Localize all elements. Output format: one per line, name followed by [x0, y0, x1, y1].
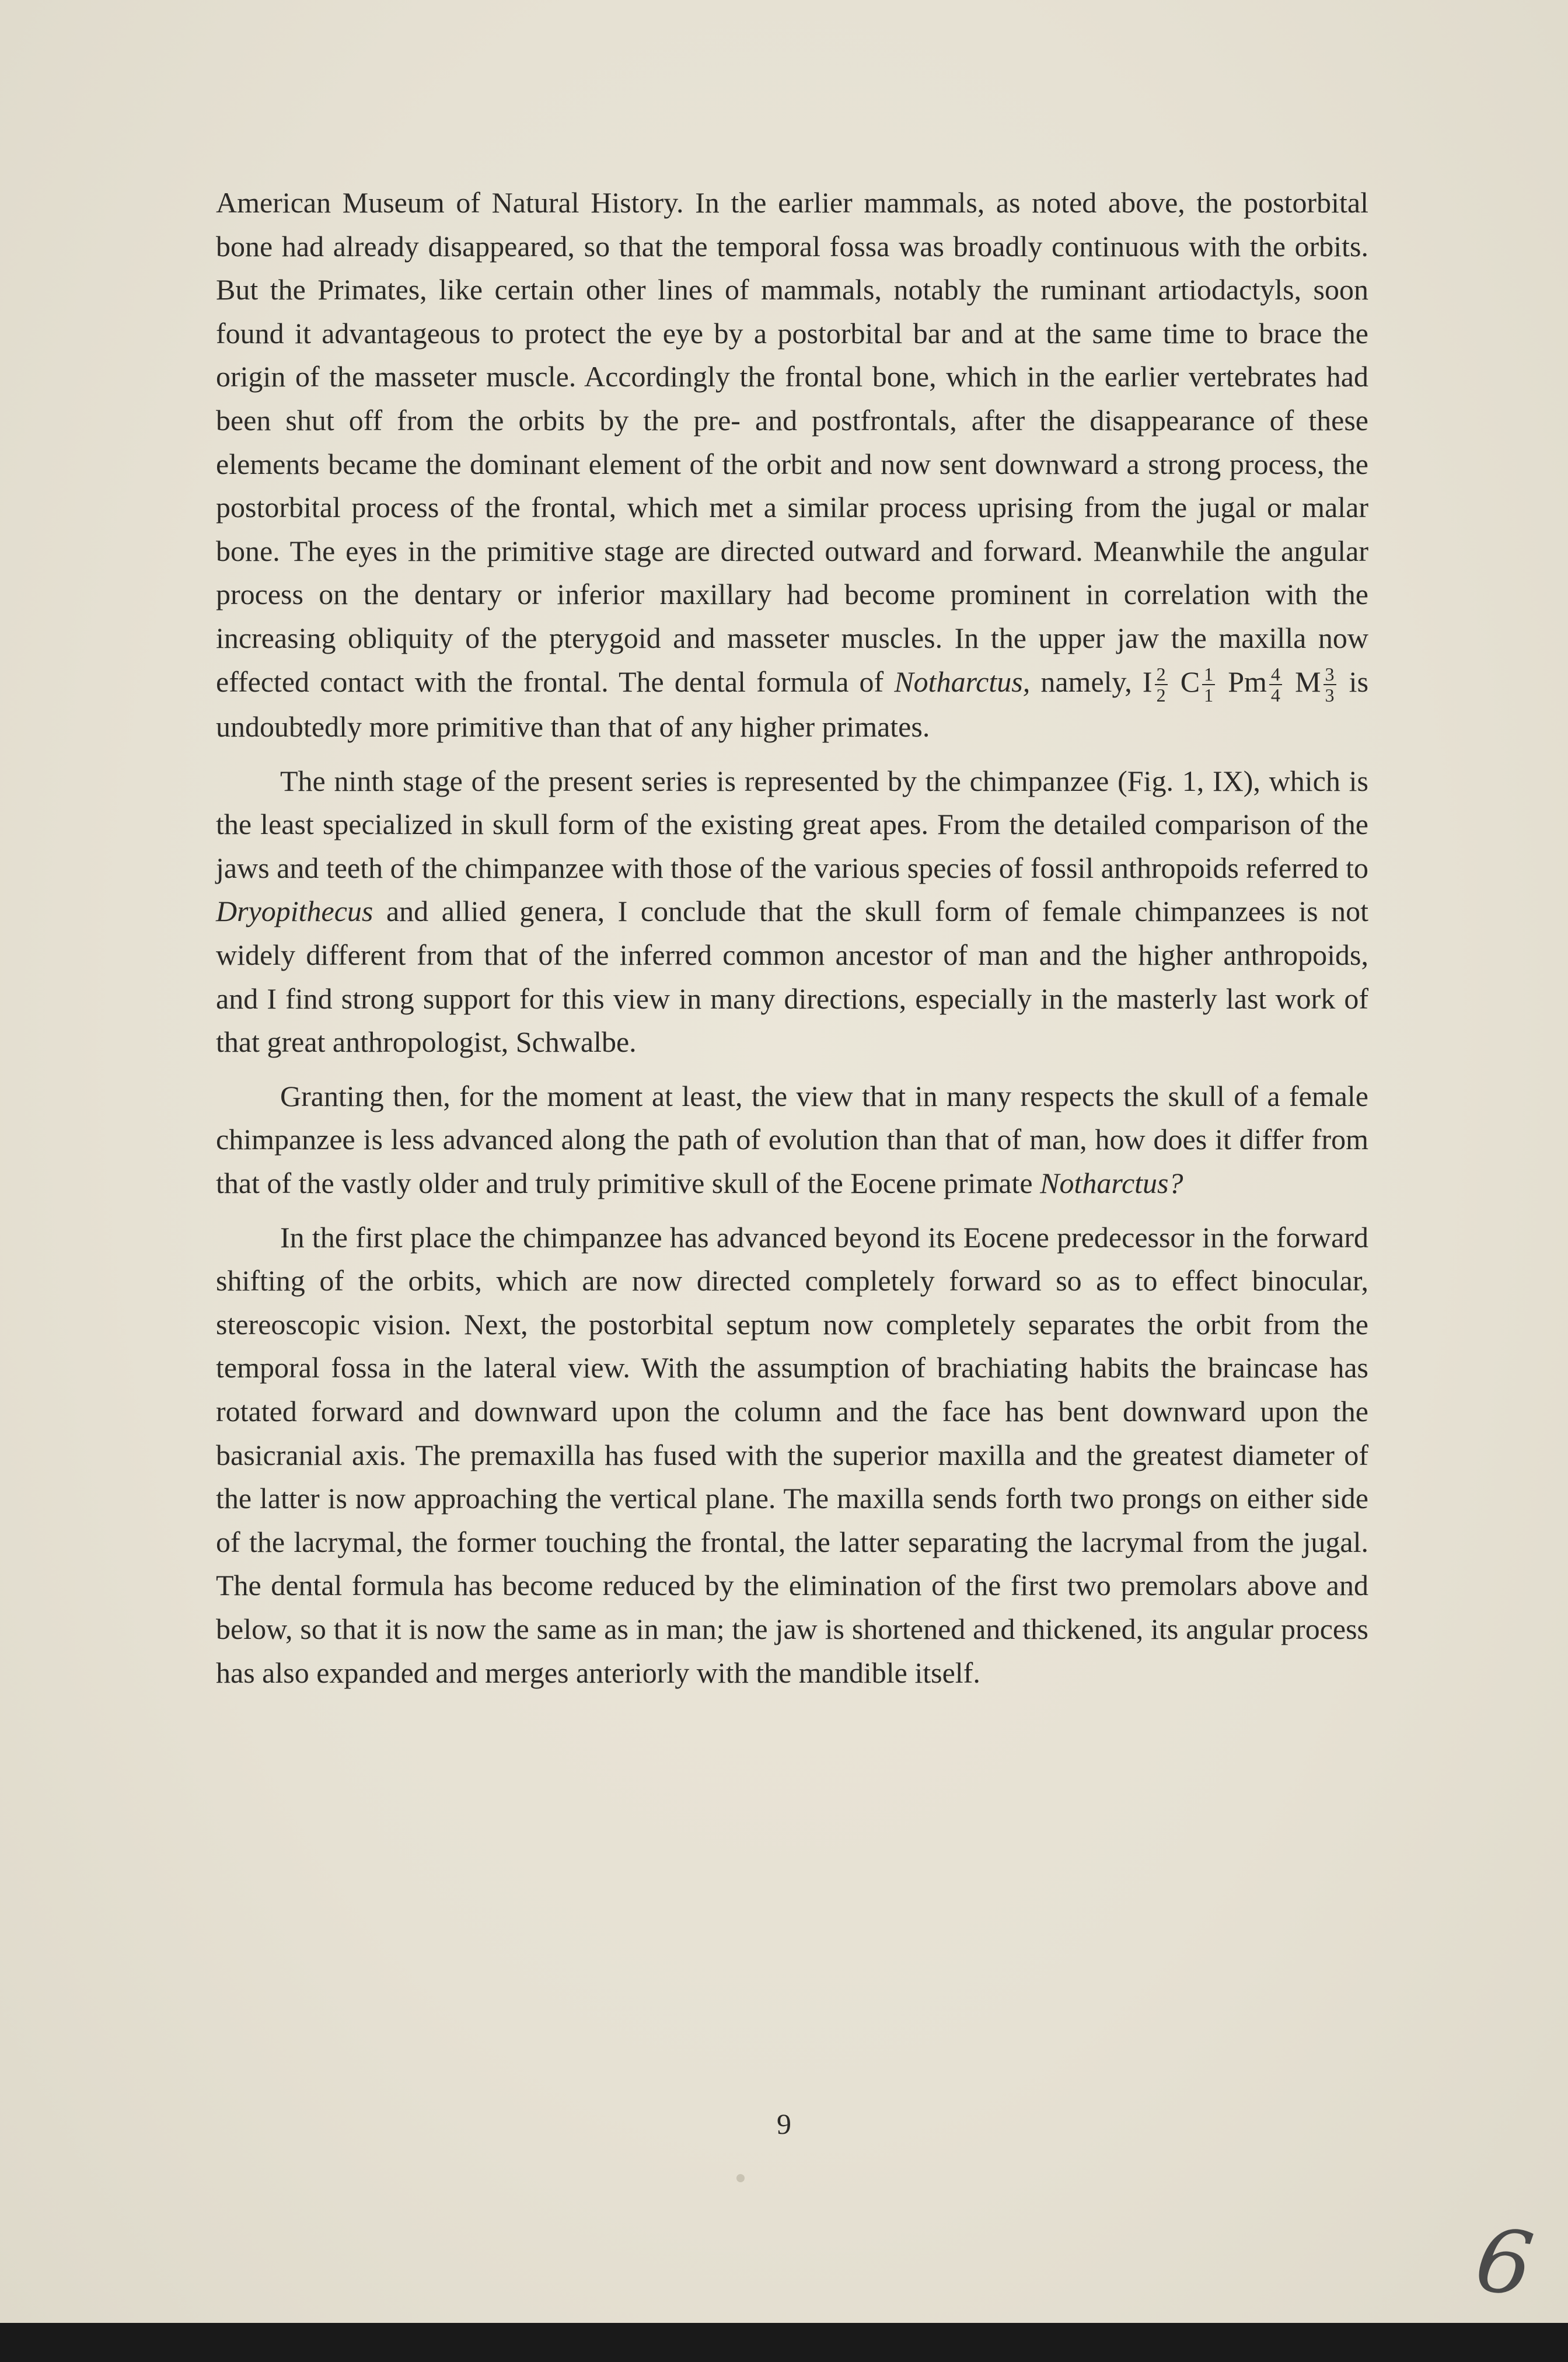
genus-dryopithecus: Dryopithecus — [216, 895, 373, 928]
formula-namely: namely, — [1040, 665, 1132, 698]
genus-notharctus: Notharctus, — [894, 665, 1031, 698]
paragraph-1 — [216, 181, 1368, 749]
paragraph-1-text: American Museum of Natural History. In the earlier mammals, as noted above, the postorbital bone had already disappeared, so that the temporal fossa was broadly continuous with the orbits. But the Primates, like certain other lines of mammals, notably the ruminant artiodactyls, soon found it advantageous to protect the eye by a postorbital bar and at the same time to brace the origin of the masseter muscle. Accordingly the frontal bone, which in the earlier vertebrates had been shut off from the orbits by the pre- and postfrontals, after the disappearance of these elements became the dominant element of the orbit and now sent downward a strong process, the postorbital process of the frontal, which met a similar process uprising from the jugal or malar bone. The eyes in the primitive stage are directed outward and forward. Meanwhile the angular process on the dentary or inferior maxillary had become prominent in correlation with the increasing obliquity of the pterygoid and masseter muscles. In the upper jaw the maxilla now effected contact with the frontal. The dental formula of — [216, 186, 1368, 698]
paper-speck — [736, 2174, 745, 2182]
paragraph-2-text: The ninth stage of the present series is represented by the chimpanzee (Fig. 1, IX), which is the least specialized in skull form of the existing great apes. From the detailed comparison of the jaws and teeth of the chimpanzee with those of the various species of fossil anthropoids referred to — [216, 764, 1368, 884]
dental-formula-line — [1040, 664, 1349, 706]
formula-molar: M $\frac{3}{3}$ — [1295, 665, 1338, 698]
handwritten-page-mark: 6 — [1469, 2209, 1539, 2317]
paragraph-2 — [216, 759, 1368, 1064]
paragraph-2-end: and allied genera, I conclude that the skull form of female chimpanzees is not widely different from that of the inferred common ancestor of man and the higher anthropoids, and I find strong support for this view in many directions, especially in the masterly last work of that great anthropologist, Schwalbe. — [216, 895, 1368, 1059]
scan-bottom-edge — [0, 2323, 1568, 2362]
paragraph-3 — [216, 1074, 1368, 1205]
genus-notharctus-question: Notharctus? — [1040, 1167, 1183, 1199]
body-text — [216, 181, 1368, 1694]
formula-incisor: I $\frac{2}{2}$ — [1143, 665, 1170, 698]
paragraph-1-end: is undoubtedly more primitive than that of any higher primates. — [216, 665, 1369, 744]
formula-premolar: Pm $\frac{4}{4}$ — [1228, 665, 1284, 698]
paragraph-4: In the first place the chimpanzee has advanced beyond its Eocene predecessor in the forward shifting of the orbits, which are now directed completely forward so as to effect binocular, stereoscopic vision. Next, the postorbital septum now completely separates the orbit from the temporal fossa in the lateral view. With the assumption of brachiating habits the braincase has rotated forward and downward upon the column and the face has bent downward upon the basicranial axis. The premaxilla has fused with the superior maxilla and the greatest diameter of the latter is now approaching the vertical plane. The maxilla sends forth two prongs on either side of the lacrymal, the former touching the frontal, the latter separating the lacrymal from the jugal. The dental formula has become reduced by the elimination of the first two premolars above and below, so that it is now the same as in man; the jaw is shortened and thickened, its angular process has also expanded and merges anteriorly with the mandible itself. — [216, 1220, 1368, 1689]
page-number: 9 — [777, 2108, 791, 2140]
paragraph-3-text: Granting then, for the moment at least, the view that in many respects the skull of a female chimpanzee is less advanced along the path of evolution than that of man, how does it differ from that of the vastly older and truly primitive skull of the Eocene primate — [216, 1079, 1368, 1199]
formula-canine: C $\frac{1}{1}$ — [1181, 665, 1217, 698]
